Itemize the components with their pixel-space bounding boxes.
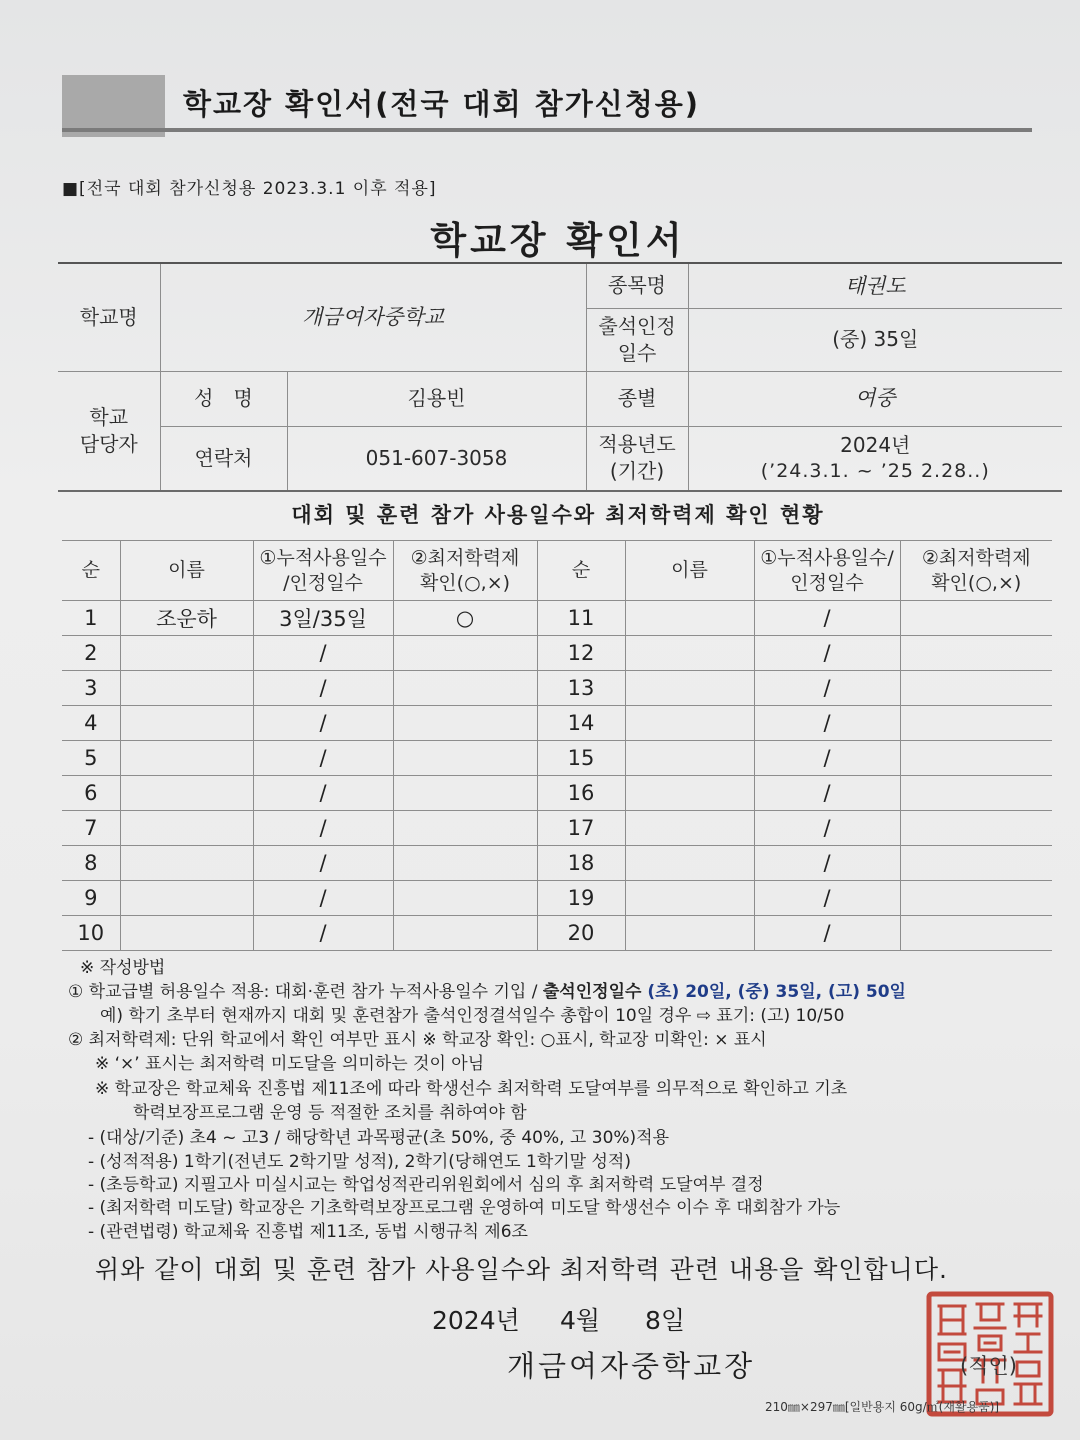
- col-header-cumulative-days: ①누적사용일수 /인정일수: [253, 541, 393, 601]
- row-number: 20: [537, 916, 625, 951]
- row-number: 12: [537, 636, 625, 671]
- table-row: [62, 706, 1052, 741]
- col-header-min-academic: ②최저학력제 확인(○,×): [900, 541, 1052, 601]
- header-divider: [62, 128, 1032, 132]
- cumulative-days: /: [253, 846, 393, 881]
- info-row: [58, 426, 1062, 491]
- student-name: [120, 916, 253, 951]
- min-academic-check: [393, 671, 537, 706]
- student-name: [625, 706, 754, 741]
- student-name: [625, 846, 754, 881]
- instruction-item-2: ② 최저학력제: 단위 학교에서 확인 여부만 표시 ※ 학교장 확인: ○표시, 학교장 미확인: × 표시: [68, 1030, 767, 1050]
- document-title: 학교장 확인서: [430, 219, 686, 262]
- row-number: 19: [537, 881, 625, 916]
- instruction-example: 예) 학기 초부터 현재까지 대회 및 훈련참가 출석인정결석일수 총합이 10일 경우 ⇨ 표기: (고) 10/50: [100, 1006, 845, 1026]
- period-value: [688, 426, 1062, 491]
- instruction-note-principal: ※ 학교장은 학교체육 진흥법 제11조에 따라 학생선수 최저학력 도달여부를 의무적으로 확인하고 기초: [95, 1079, 848, 1099]
- school-info-table: [58, 262, 1062, 492]
- cumulative-days: /: [754, 706, 900, 741]
- school-name-label: 학교명: [58, 263, 160, 371]
- student-name: [120, 636, 253, 671]
- row-number: 4: [62, 706, 120, 741]
- table-row: [62, 916, 1052, 951]
- cumulative-days: /: [754, 636, 900, 671]
- student-name: [120, 671, 253, 706]
- row-number: 13: [537, 671, 625, 706]
- min-academic-check: [900, 636, 1052, 671]
- student-name: [625, 741, 754, 776]
- cumulative-days: /: [754, 601, 900, 636]
- cumulative-days: /: [253, 881, 393, 916]
- min-academic-check: [393, 916, 537, 951]
- student-name: [120, 706, 253, 741]
- row-number: 15: [537, 741, 625, 776]
- min-academic-check: [393, 846, 537, 881]
- table-row: [62, 811, 1052, 846]
- student-name: [625, 636, 754, 671]
- instruction-bullet: - (초등학교) 지필고사 미실시교는 학업성적관리위원회에서 심의 후 최저학력 도달여부 결정: [88, 1175, 764, 1195]
- cumulative-days: /: [253, 636, 393, 671]
- cumulative-days: /: [253, 741, 393, 776]
- cumulative-days: /: [754, 776, 900, 811]
- signer-title: 개금여자중학교장: [507, 1349, 756, 1383]
- allowed-days-by-level: (초) 20일, (중) 35일, (고) 50일: [641, 982, 906, 1002]
- student-name: [625, 776, 754, 811]
- form-header-title: 학교장 확인서(전국 대회 참가신청용): [183, 87, 701, 121]
- student-name: [120, 881, 253, 916]
- cumulative-days: /: [253, 916, 393, 951]
- col-header-name: 이름: [625, 541, 754, 601]
- student-name: [625, 671, 754, 706]
- attendance-days-value: (중) 35일: [688, 308, 1062, 371]
- min-academic-check: [900, 601, 1052, 636]
- attendance-days-label: 출석인정 일수: [586, 308, 688, 371]
- cumulative-days: /: [754, 811, 900, 846]
- cumulative-days: /: [253, 776, 393, 811]
- attendance-days-emphasis: 출석인정일수: [542, 982, 642, 1002]
- min-academic-check: [900, 811, 1052, 846]
- date-month: 4월: [560, 1306, 601, 1335]
- row-number: 17: [537, 811, 625, 846]
- min-academic-check: [393, 636, 537, 671]
- col-header-cumulative-days: ①누적사용일수/ 인정일수: [754, 541, 900, 601]
- period-label: 적용년도 (기간): [586, 426, 688, 491]
- min-academic-check: [900, 776, 1052, 811]
- row-number: 16: [537, 776, 625, 811]
- row-number: 2: [62, 636, 120, 671]
- instruction-note-x-mark: ※ ‘×’ 표시는 최저학력 미도달을 의미하는 것이 아님: [95, 1054, 485, 1074]
- table-row: [62, 671, 1052, 706]
- student-name: [120, 741, 253, 776]
- info-row: [58, 263, 1062, 308]
- row-number: 6: [62, 776, 120, 811]
- instruction-bullet: - (관련법령) 학교체육 진흥법 제11조, 동법 시행규칙 제6조: [88, 1222, 528, 1242]
- min-academic-check: ○: [393, 601, 537, 636]
- student-name: [120, 811, 253, 846]
- cumulative-days: /: [754, 741, 900, 776]
- col-header-name: 이름: [120, 541, 253, 601]
- min-academic-check: [393, 811, 537, 846]
- cumulative-days: /: [754, 671, 900, 706]
- cumulative-days: /: [754, 846, 900, 881]
- table-header-row: [62, 541, 1052, 601]
- row-number: 11: [537, 601, 625, 636]
- min-academic-check: [900, 881, 1052, 916]
- instruction-bullet: - (최저학력 미도달) 학교장은 기초학력보장프로그램 운영하여 미도달 학생선수 이수 후 대회참가 가능: [88, 1198, 841, 1218]
- instruction-bullet: - (성적적용) 1학기(전년도 2학기말 성적), 2학기(당해연도 1학기말 성적): [88, 1152, 631, 1172]
- period-year: 2024년: [840, 432, 911, 457]
- col-header-number: 순: [537, 541, 625, 601]
- min-academic-check: [900, 671, 1052, 706]
- instruction-bullet: - (대상/기준) 초4 ~ 고3 / 해당학년 과목평균(초 50%, 중 40%, 고 30%)적용: [88, 1128, 670, 1148]
- row-number: 5: [62, 741, 120, 776]
- min-academic-check: [900, 846, 1052, 881]
- min-academic-check: [393, 881, 537, 916]
- cumulative-days: /: [253, 811, 393, 846]
- min-academic-check: [900, 706, 1052, 741]
- row-number: 18: [537, 846, 625, 881]
- period-range: (’24.3.1. ~ ’25 2.28..): [760, 459, 990, 482]
- instructions-heading: ※ 작성방법: [80, 958, 166, 978]
- sport-value: 태권도: [688, 263, 1062, 308]
- min-academic-check: [393, 706, 537, 741]
- instruction-note-principal-cont: 학력보장프로그램 운영 등 적절한 조치를 취하여야 함: [133, 1103, 527, 1123]
- table-row: [62, 881, 1052, 916]
- staff-label: 학교 담당자: [58, 371, 160, 491]
- cumulative-days: 3일/35일: [253, 601, 393, 636]
- table-row: [62, 846, 1052, 881]
- table-row: [62, 741, 1052, 776]
- student-name: [120, 846, 253, 881]
- confirmation-statement: 위와 같이 대회 및 훈련 참가 사용일수와 최저학력 관련 내용을 확인합니다.: [95, 1255, 948, 1284]
- row-number: 8: [62, 846, 120, 881]
- date-year: 2024년: [432, 1306, 520, 1335]
- date-day: 8일: [645, 1306, 686, 1335]
- col-header-number: 순: [62, 541, 120, 601]
- participation-status-table: [62, 540, 1052, 951]
- seal-label: (직인): [960, 1354, 1017, 1378]
- division-value: 여중: [688, 371, 1062, 426]
- row-number: 7: [62, 811, 120, 846]
- student-name: 조운하: [120, 601, 253, 636]
- table-row: [62, 776, 1052, 811]
- row-number: 14: [537, 706, 625, 741]
- student-name: [625, 881, 754, 916]
- staff-name-value: 김용빈: [287, 371, 586, 426]
- min-academic-check: [900, 916, 1052, 951]
- student-name: [625, 811, 754, 846]
- min-academic-check: [393, 776, 537, 811]
- student-name: [120, 776, 253, 811]
- table-row: [62, 601, 1052, 636]
- instruction-item-1-text: ① 학교급별 허용일수 적용: 대회·훈련 참가 누적사용일수 기입 /: [68, 982, 543, 1002]
- student-name: [625, 916, 754, 951]
- staff-contact-label: 연락처: [160, 426, 287, 491]
- cumulative-days: /: [754, 881, 900, 916]
- col-header-min-academic: ②최저학력제 확인(○,×): [393, 541, 537, 601]
- paper-spec-footer: 210㎜×297㎜[일반용지 60g/㎡(재활용품)]: [765, 1400, 1000, 1414]
- instruction-item-1: [68, 981, 1056, 1003]
- student-name: [625, 601, 754, 636]
- min-academic-check: [393, 741, 537, 776]
- staff-name-label: 성 명: [160, 371, 287, 426]
- staff-contact-value: 051-607-3058: [287, 426, 586, 491]
- row-number: 3: [62, 671, 120, 706]
- applicability-notice: ■[전국 대회 참가신청용 2023.3.1 이후 적용]: [62, 179, 437, 199]
- school-name-value: 개금여자중학교: [160, 263, 586, 371]
- cumulative-days: /: [754, 916, 900, 951]
- min-academic-check: [900, 741, 1052, 776]
- cumulative-days: /: [253, 706, 393, 741]
- row-number: 10: [62, 916, 120, 951]
- info-row: [58, 371, 1062, 426]
- row-number: 1: [62, 601, 120, 636]
- row-number: 9: [62, 881, 120, 916]
- division-label: 종별: [586, 371, 688, 426]
- sport-label: 종목명: [586, 263, 688, 308]
- cumulative-days: /: [253, 671, 393, 706]
- table-row: [62, 636, 1052, 671]
- status-section-title: 대회 및 훈련 참가 사용일수와 최저학력제 확인 현황: [291, 503, 825, 527]
